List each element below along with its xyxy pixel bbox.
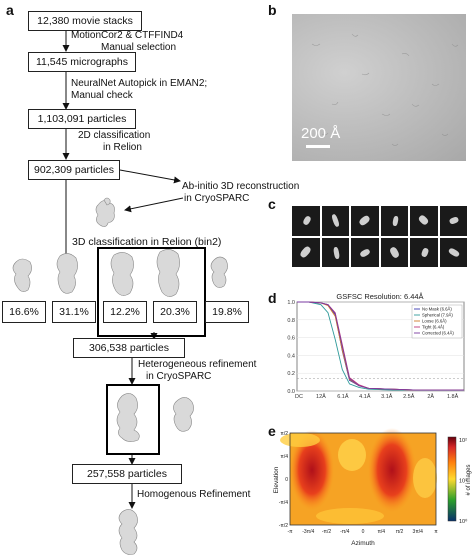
colorbar-tick-label: 10⁰ (459, 519, 468, 525)
panel-label-d: d (268, 290, 277, 306)
class-pct-1: 16.6% (2, 301, 46, 323)
fsc-legend-label: No Mask (6.6Å) (422, 306, 452, 312)
step2-line2: Manual check (71, 89, 133, 101)
heatmap-xtick-label: -π (287, 529, 293, 535)
particles-box-4: 257,558 particles (72, 464, 182, 484)
classification3d-label: 3D classification in Relion (bin2) (72, 236, 222, 248)
panel-label-a: a (6, 2, 14, 18)
heatmap-ytick-label: π/2 (280, 431, 288, 437)
panel-label-b: b (268, 2, 277, 18)
particles-box-3: 306,538 particles (73, 338, 185, 358)
heatmap-ytick-label: -π/2 (278, 523, 288, 529)
fsc-ytick-label: 0.0 (287, 389, 295, 395)
movie-stacks-box: 12,380 movie stacks (28, 11, 142, 31)
fsc-xtick-label: 4.1Å (359, 394, 371, 400)
micrographs-box: 11,545 micrographs (28, 52, 136, 72)
panel-label-e: e (268, 423, 276, 439)
class-pct-2: 31.1% (52, 301, 96, 323)
colorbar-tick-label: 10¹ (459, 478, 467, 485)
step1-line2: Manual selection (101, 41, 177, 53)
fsc-legend-label: Spherical (7.9Å) (422, 312, 453, 318)
fsc-xtick-label: DC (295, 394, 303, 400)
colorbar (448, 437, 456, 521)
step3-line2: in Relion (103, 141, 142, 153)
fsc-xtick-label: 3.1Å (381, 394, 393, 400)
fsc-xtick-label: 6.1Å (337, 394, 349, 400)
heatmap-xtick-label: -π/2 (321, 529, 332, 535)
panel-label-c: c (268, 196, 276, 212)
hetero-line2: in CryoSPARC (146, 370, 212, 382)
colorbar-tick-label: 10² (459, 438, 467, 444)
heatmap-xtick-label: -π/4 (340, 529, 350, 535)
heatmap-xtick-label: 0 (361, 529, 365, 535)
fsc-ytick-label: 0.2 (287, 371, 295, 378)
fsc-title: GSFSC Resolution: 6.44Å (336, 292, 424, 301)
fsc-xtick-label: 2Å (427, 394, 435, 400)
scale-bar-label: 200 Å (301, 125, 341, 142)
fsc-legend-label: Loose (6.6Å) (422, 318, 447, 324)
class-pct-5: 19.8% (205, 301, 249, 323)
fsc-ytick-label: 0.8 (287, 317, 295, 324)
heatmap-xlabel: Azimuth (351, 540, 375, 547)
fsc-ytick-label: 1.0 (287, 300, 295, 306)
heatmap-xtick-label: -3π/4 (302, 529, 315, 535)
heatmap-xtick-label: π/4 (377, 529, 386, 535)
fsc-xtick-label: 12Å (316, 394, 326, 400)
fsc-legend-label: Tight (6.4Å) (422, 324, 445, 330)
heatmap-xtick-label: 3π/4 (412, 529, 423, 535)
fsc-xtick-label: 1.8Å (446, 394, 459, 400)
fsc-ytick-label: 0.6 (287, 335, 295, 342)
colorbar-label: # of images (466, 464, 472, 496)
fsc-xtick-label: 2.5Å (403, 394, 415, 400)
hetero-line1: Heterogeneous refinement (138, 359, 257, 370)
fsc-ytick-label: 0.4 (287, 353, 295, 360)
class-pct-3: 12.2% (103, 301, 147, 323)
step2-line1: NeuralNet Autopick in EMAN2; (71, 78, 208, 89)
heatmap-ytick-label: π/4 (280, 454, 288, 460)
heatmap-ylabel: Elevation (273, 466, 280, 494)
heatmap-xtick-label: π (434, 529, 438, 535)
homo-step: Homogenous Refinement (137, 489, 251, 500)
heatmap-ytick-label: -π/4 (278, 500, 288, 506)
abinitio-line2: in CryoSPARC (184, 192, 250, 204)
abinitio-line1: Ab-initio 3D reconstruction (182, 181, 300, 192)
particles-box-2: 902,309 particles (28, 160, 120, 180)
step3-line1: 2D classification (78, 130, 151, 141)
step1-line1: MotionCor2 & CTFFIND4 (71, 30, 184, 41)
fsc-legend-label: Corrected (6.4Å) (422, 330, 454, 336)
heatmap-xtick-label: π/2 (395, 529, 404, 535)
heatmap-ytick-label: 0 (285, 477, 288, 483)
class-pct-4: 20.3% (153, 301, 197, 323)
particles-box-1: 1,103,091 particles (28, 109, 136, 129)
